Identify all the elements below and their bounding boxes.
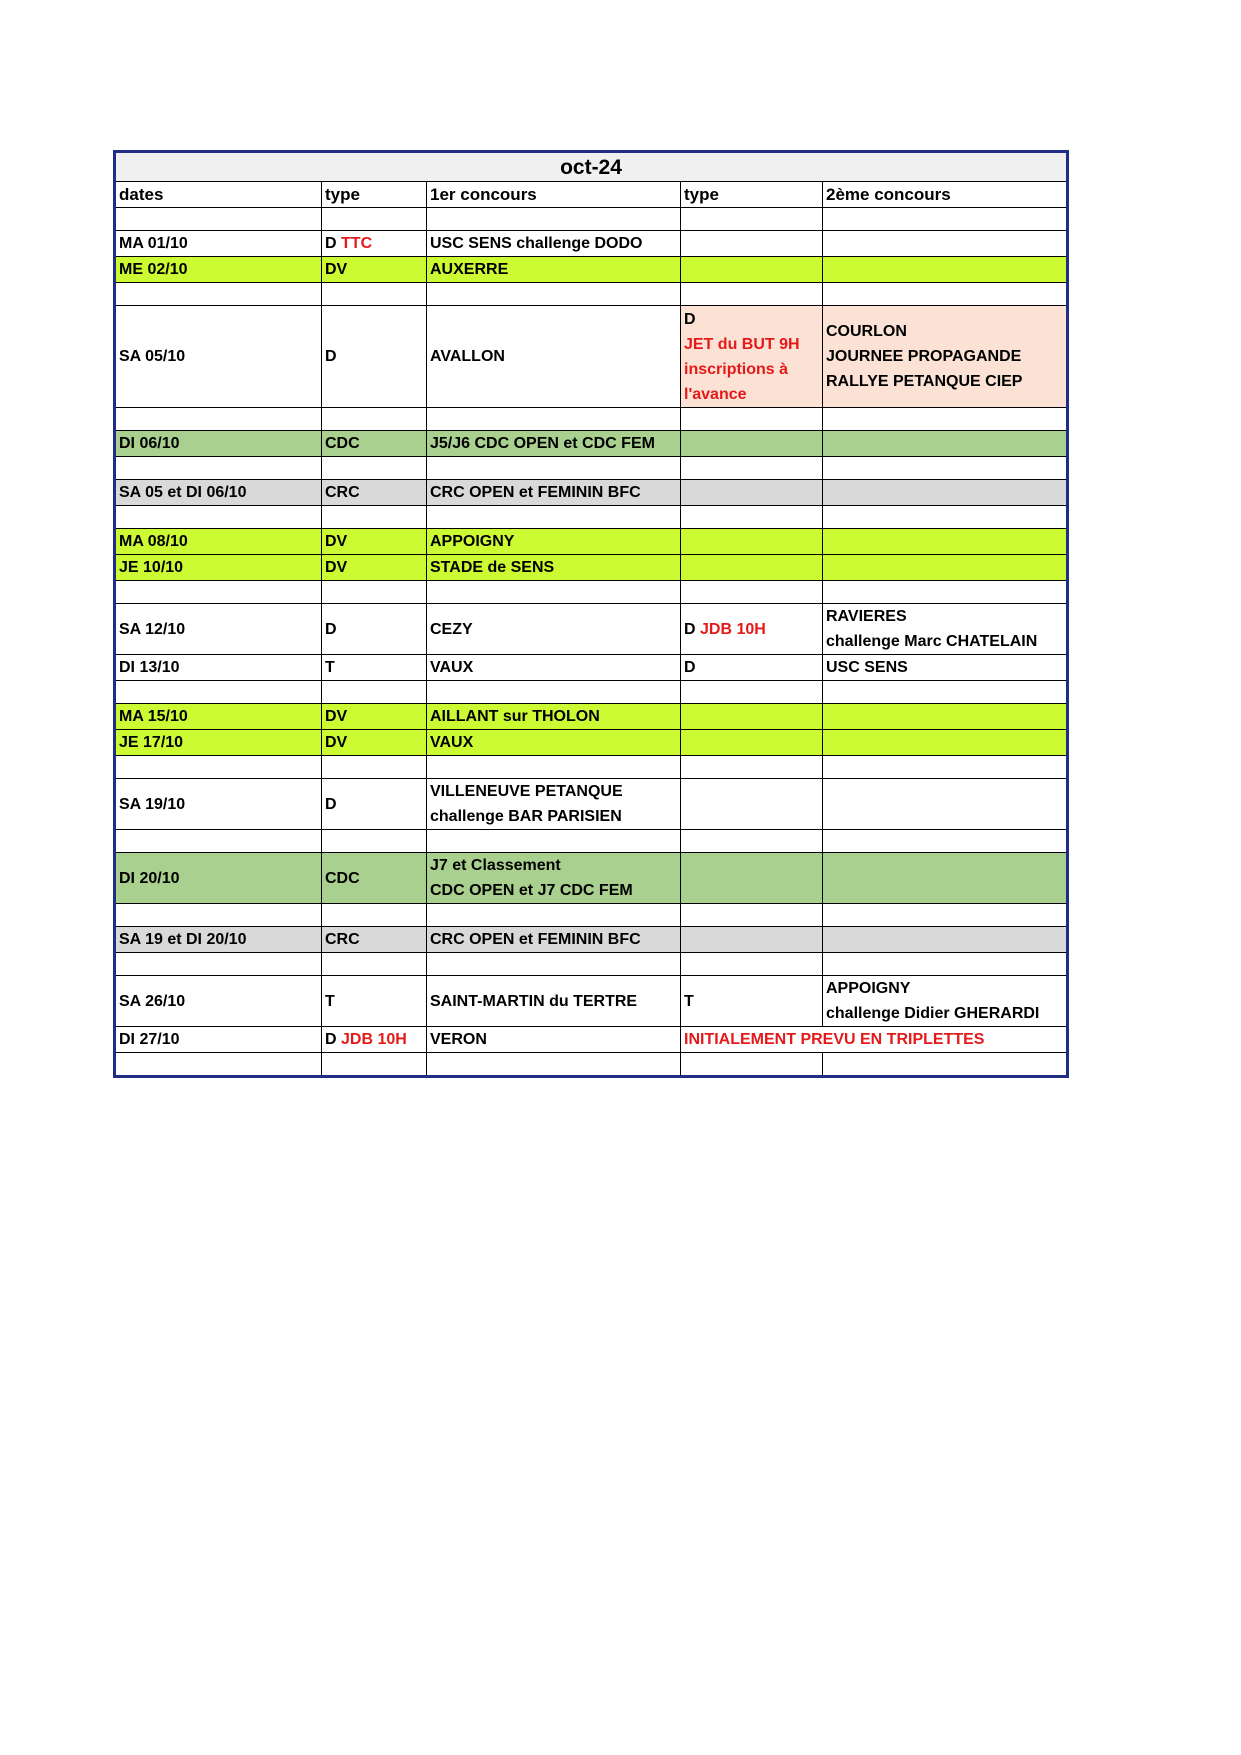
header-second-contest: 2ème concours	[823, 182, 1068, 208]
contest-cell: VAUX	[427, 730, 681, 756]
contest-cell: VAUX	[427, 655, 681, 681]
type-cell: CRC	[322, 480, 427, 506]
contest-cell: J7 et Classement CDC OPEN et J7 CDC FEM	[427, 853, 681, 904]
table-row	[115, 431, 1068, 457]
second-contest-cell: APPOIGNY challenge Didier GHERARDI	[823, 976, 1068, 1027]
table-row	[115, 730, 1068, 756]
month-title: oct-24	[115, 152, 1068, 182]
second-contest-cell: USC SENS	[823, 655, 1068, 681]
contest-cell: VILLENEUVE PETANQUE challenge BAR PARISIEN	[427, 779, 681, 830]
type-2-cell: D	[681, 655, 823, 681]
date-cell: SA 26/10	[115, 976, 322, 1027]
table-row	[115, 927, 1068, 953]
type-note: TTC	[341, 235, 373, 252]
type-cell: DV	[322, 529, 427, 555]
date-cell: SA 12/10	[115, 604, 322, 655]
type-cell: CDC	[322, 853, 427, 904]
type-cell: T	[322, 655, 427, 681]
empty-row	[115, 208, 1068, 231]
table-row	[115, 976, 1068, 1027]
empty-row	[115, 756, 1068, 779]
second-contest-cell: COURLON JOURNEE PROPAGANDE RALLYE PETANQUE CIEP	[823, 306, 1068, 408]
table-row	[115, 529, 1068, 555]
type-cell: T	[322, 976, 427, 1027]
table-row	[115, 1027, 1068, 1053]
empty-row	[115, 1053, 1068, 1077]
empty-row	[115, 581, 1068, 604]
empty-row	[115, 283, 1068, 306]
header-type-1: type	[322, 182, 427, 208]
contest-cell: AVALLON	[427, 306, 681, 408]
type-2-cell: D JET du BUT 9H inscriptions à l'avance	[681, 306, 823, 408]
type-cell: D TTC	[322, 231, 427, 257]
contest-cell: AUXERRE	[427, 257, 681, 283]
type-cell: DV	[322, 257, 427, 283]
header-dates: dates	[115, 182, 322, 208]
date-cell: MA 15/10	[115, 704, 322, 730]
date-cell: MA 08/10	[115, 529, 322, 555]
table-row	[115, 704, 1068, 730]
date-cell: SA 19 et DI 20/10	[115, 927, 322, 953]
table-row	[115, 853, 1068, 904]
contest-cell: VERON	[427, 1027, 681, 1053]
table-row	[115, 655, 1068, 681]
note-cell: INITIALEMENT PREVU EN TRIPLETTES	[681, 1027, 1068, 1053]
date-cell: ME 02/10	[115, 257, 322, 283]
table-row	[115, 779, 1068, 830]
contest-cell: AILLANT sur THOLON	[427, 704, 681, 730]
header-row	[115, 182, 1068, 208]
date-cell: SA 05/10	[115, 306, 322, 408]
empty-row	[115, 904, 1068, 927]
empty-row	[115, 457, 1068, 480]
date-cell: JE 10/10	[115, 555, 322, 581]
contest-cell: CEZY	[427, 604, 681, 655]
date-cell: MA 01/10	[115, 231, 322, 257]
second-contest-cell: RAVIERES challenge Marc CHATELAIN	[823, 604, 1068, 655]
contest-cell: CRC OPEN et FEMININ BFC	[427, 927, 681, 953]
type-2-cell: D JDB 10H	[681, 604, 823, 655]
type-cell: CDC	[322, 431, 427, 457]
type-cell: DV	[322, 730, 427, 756]
table-row	[115, 604, 1068, 655]
table-row	[115, 257, 1068, 283]
date-cell: SA 05 et DI 06/10	[115, 480, 322, 506]
type-2-cell: T	[681, 976, 823, 1027]
type-cell: D	[322, 604, 427, 655]
table-row	[115, 555, 1068, 581]
type-cell: D	[322, 306, 427, 408]
calendar-table	[113, 150, 1069, 1078]
header-first-contest: 1er concours	[427, 182, 681, 208]
empty-row	[115, 830, 1068, 853]
table-row	[115, 231, 1068, 257]
table-row	[115, 480, 1068, 506]
table-row	[115, 306, 1068, 408]
empty-row	[115, 408, 1068, 431]
contest-cell: USC SENS challenge DODO	[427, 231, 681, 257]
empty-row	[115, 506, 1068, 529]
title-row	[115, 152, 1068, 182]
date-cell: DI 20/10	[115, 853, 322, 904]
date-cell: DI 06/10	[115, 431, 322, 457]
date-cell: DI 27/10	[115, 1027, 322, 1053]
header-type-2: type	[681, 182, 823, 208]
empty-row	[115, 953, 1068, 976]
date-cell: JE 17/10	[115, 730, 322, 756]
type-cell: CRC	[322, 927, 427, 953]
contest-cell: J5/J6 CDC OPEN et CDC FEM	[427, 431, 681, 457]
date-cell: SA 19/10	[115, 779, 322, 830]
contest-cell: CRC OPEN et FEMININ BFC	[427, 480, 681, 506]
type-cell: D	[322, 779, 427, 830]
contest-cell: STADE de SENS	[427, 555, 681, 581]
empty-row	[115, 681, 1068, 704]
type-note: JDB 10H	[700, 620, 766, 638]
contest-cell: APPOIGNY	[427, 529, 681, 555]
type-cell: D JDB 10H	[322, 1027, 427, 1053]
type-cell: DV	[322, 555, 427, 581]
type-cell: DV	[322, 704, 427, 730]
date-cell: DI 13/10	[115, 655, 322, 681]
type-note: JDB 10H	[341, 1031, 407, 1048]
contest-cell: SAINT-MARTIN du TERTRE	[427, 976, 681, 1027]
